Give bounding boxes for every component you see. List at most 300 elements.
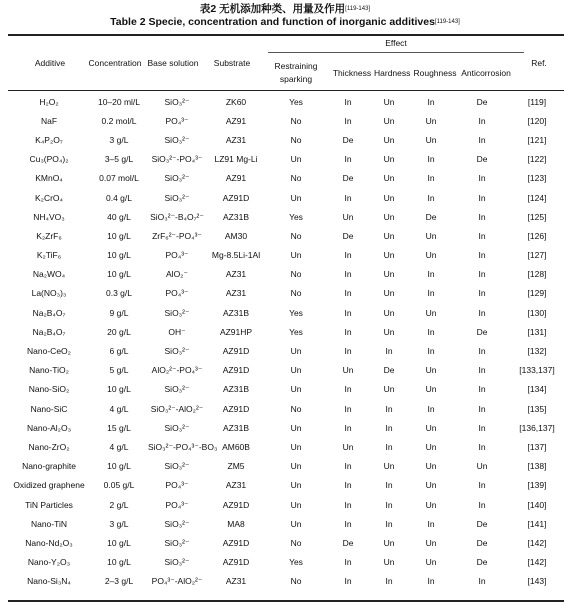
table-row [8, 514, 564, 533]
cell-concentration: 10–20 ml/L [97, 96, 141, 107]
cell-additive: La(NO₃)₃ [31, 288, 67, 299]
table-row [8, 495, 564, 514]
cell-hardness: Un [383, 269, 395, 280]
cell-roughness: Un [425, 441, 437, 452]
cell-hardness: In [385, 480, 393, 491]
cell-base: SiO₃²⁻ [164, 96, 190, 107]
cell-ref: [143] [527, 576, 547, 587]
cell-hardness: In [385, 441, 393, 452]
header-restraining-sparking-line2: sparking [279, 74, 313, 84]
cell-thickness: De [342, 134, 354, 145]
cell-base: SiO₃²⁻ [164, 307, 190, 318]
table-row [8, 246, 564, 265]
cell-anticorrosion: In [478, 307, 486, 318]
table-row [8, 380, 564, 399]
cell-sparking: Yes [289, 326, 303, 337]
cell-additive: Nano-Y₂O₃ [27, 557, 71, 568]
table-row [8, 476, 564, 495]
cell-anticorrosion: In [478, 269, 486, 280]
cell-thickness: In [344, 154, 352, 165]
cell-concentration: 0.3 g/L [106, 288, 132, 299]
cell-thickness: Un [342, 441, 354, 452]
cell-hardness: Un [383, 250, 395, 261]
cell-substrate: MA8 [227, 518, 245, 529]
header-restraining-sparking-line1: Restraining [274, 61, 318, 71]
cell-sparking: Un [290, 480, 302, 491]
cell-thickness: In [344, 557, 352, 568]
cell-ref: [120] [527, 115, 547, 126]
cell-sparking: No [290, 403, 302, 414]
cell-substrate: AZ91D [222, 192, 250, 203]
cell-thickness: In [344, 96, 352, 107]
cell-base: PO₄³⁻ [165, 288, 189, 299]
effect-rule [268, 52, 524, 53]
table-row [8, 111, 564, 130]
title-reference-en: [119-143] [434, 19, 460, 25]
cell-thickness: In [344, 461, 352, 472]
cell-concentration: 9 g/L [109, 307, 129, 318]
cell-sparking: Un [290, 365, 302, 376]
cell-ref: [127] [527, 250, 547, 261]
cell-hardness: Un [383, 154, 395, 165]
cell-thickness: In [344, 499, 352, 510]
table-row [8, 130, 564, 149]
table-title-english: Table 2 Specie, concentration and function of inorganic additives[119-143] [110, 16, 460, 28]
cell-ref: [130] [527, 307, 547, 318]
table-row [8, 188, 564, 207]
cell-hardness: Un [383, 134, 395, 145]
cell-hardness: Un [383, 557, 395, 568]
cell-concentration: 2 g/L [109, 499, 129, 510]
cell-concentration: 3–5 g/L [104, 154, 134, 165]
table-row [8, 553, 564, 572]
cell-anticorrosion: De [476, 326, 488, 337]
cell-additive: K₂TiF₆ [36, 250, 62, 261]
cell-roughness: Un [425, 557, 437, 568]
cell-hardness: In [385, 346, 393, 357]
cell-sparking: No [290, 115, 302, 126]
cell-anticorrosion: De [476, 96, 488, 107]
cell-roughness: Un [425, 307, 437, 318]
cell-roughness: In [427, 403, 435, 414]
cell-roughness: In [427, 518, 435, 529]
cell-anticorrosion: Un [476, 461, 488, 472]
cell-roughness: In [427, 154, 435, 165]
cell-anticorrosion: In [478, 403, 486, 414]
cell-thickness: In [344, 115, 352, 126]
title-reference: [119-143] [345, 6, 371, 12]
cell-hardness: In [385, 518, 393, 529]
cell-hardness: Un [383, 288, 395, 299]
cell-substrate: AZ31 [225, 269, 247, 280]
cell-hardness: Un [383, 326, 395, 337]
header-substrate: Substrate [213, 58, 251, 68]
cell-ref: [135] [527, 403, 547, 414]
cell-substrate: ZK60 [225, 96, 247, 107]
table-row [8, 322, 564, 341]
cell-anticorrosion: De [476, 537, 488, 548]
cell-hardness: Un [383, 173, 395, 184]
cell-base: SiO₃²⁻ [164, 134, 190, 145]
cell-thickness: In [344, 480, 352, 491]
cell-ref: [140] [527, 499, 547, 510]
cell-thickness: In [344, 384, 352, 395]
cell-roughness: De [425, 211, 437, 222]
cell-roughness: In [427, 288, 435, 299]
cell-additive: Nano-graphite [22, 461, 76, 472]
cell-concentration: 10 g/L [107, 269, 131, 280]
cell-ref: [142] [527, 537, 547, 548]
cell-sparking: No [290, 269, 302, 280]
cell-additive: Na₂WO₄ [32, 269, 66, 280]
cell-hardness: Un [383, 461, 395, 472]
cell-substrate: AZ31B [223, 422, 249, 433]
cell-ref: [141] [527, 518, 547, 529]
cell-roughness: In [427, 192, 435, 203]
cell-roughness: Un [425, 461, 437, 472]
cell-additive: KMnO₄ [35, 173, 63, 184]
table-row [8, 418, 564, 437]
cell-sparking: No [290, 230, 302, 241]
cell-concentration: 0.05 g/L [103, 480, 135, 491]
cell-hardness: In [385, 576, 393, 587]
cell-base: SiO₃²⁻-PO₄³⁻-BO₃ [148, 441, 218, 452]
table-row [8, 437, 564, 456]
cell-concentration: 3 g/L [109, 518, 129, 529]
cell-additive: Nano-TiN [30, 518, 68, 529]
cell-sparking: No [290, 537, 302, 548]
header-thickness: Thickness [332, 68, 372, 78]
cell-base: SiO₃²⁻ [164, 518, 190, 529]
cell-substrate: AM30 [224, 230, 248, 241]
cell-base: SiO₃²⁻ [164, 422, 190, 433]
table-row [8, 361, 564, 380]
cell-additive: Nano-SiO₂ [28, 384, 70, 395]
cell-anticorrosion: In [478, 134, 486, 145]
cell-substrate: AZ31B [223, 307, 249, 318]
cell-hardness: In [385, 499, 393, 510]
table-row [8, 226, 564, 245]
cell-substrate: AZ91 [225, 115, 247, 126]
cell-ref: [121] [527, 134, 547, 145]
cell-base: AlO₂⁻ [166, 269, 188, 280]
cell-base: SiO₃²⁻ [164, 557, 190, 568]
cell-anticorrosion: In [478, 422, 486, 433]
cell-sparking: Un [290, 192, 302, 203]
cell-roughness: In [427, 346, 435, 357]
cell-thickness: In [344, 269, 352, 280]
cell-roughness: Un [425, 134, 437, 145]
cell-concentration: 10 g/L [107, 461, 131, 472]
cell-anticorrosion: De [476, 557, 488, 568]
cell-roughness: In [427, 326, 435, 337]
cell-anticorrosion: De [476, 518, 488, 529]
cell-anticorrosion: In [478, 230, 486, 241]
cell-substrate: AZ91D [222, 403, 250, 414]
header-roughness: Roughness [413, 68, 457, 78]
cell-roughness: In [427, 576, 435, 587]
cell-sparking: Yes [289, 307, 303, 318]
cell-additive: Nano-Al₂O₃ [26, 422, 72, 433]
cell-hardness: Un [383, 537, 395, 548]
cell-substrate: AZ91D [222, 537, 250, 548]
table-row [8, 533, 564, 552]
cell-anticorrosion: In [478, 115, 486, 126]
cell-thickness: In [344, 192, 352, 203]
header-concentration: Concentration [88, 58, 142, 68]
cell-base: PO₄³⁻ [165, 115, 189, 126]
cell-sparking: No [290, 288, 302, 299]
cell-ref: [134] [527, 384, 547, 395]
cell-roughness: Un [425, 250, 437, 261]
cell-base: PO₄³⁻ [165, 499, 189, 510]
cell-base: PO₄³⁻-AlO₂²⁻ [151, 576, 203, 587]
cell-concentration: 10 g/L [107, 557, 131, 568]
cell-anticorrosion: In [478, 288, 486, 299]
cell-sparking: No [290, 576, 302, 587]
cell-roughness: Un [425, 384, 437, 395]
cell-base: SiO₃²⁻ [164, 537, 190, 548]
data-table [8, 92, 564, 591]
cell-additive: NH₄VO₃ [33, 211, 65, 222]
cell-anticorrosion: In [478, 211, 486, 222]
cell-roughness: In [427, 96, 435, 107]
cell-concentration: 4 g/L [109, 403, 129, 414]
cell-sparking: Yes [289, 211, 303, 222]
table-row [8, 265, 564, 284]
cell-substrate: AZ31B [223, 211, 249, 222]
cell-additive: Na₂B₄O₇ [32, 307, 66, 318]
cell-sparking: Un [290, 499, 302, 510]
cell-ref: [123] [527, 173, 547, 184]
cell-roughness: Un [425, 422, 437, 433]
cell-substrate: Mg-8.5Li-1Al [211, 250, 261, 261]
cell-concentration: 40 g/L [107, 211, 131, 222]
cell-substrate: AZ91HP [219, 326, 253, 337]
cell-hardness: Un [383, 96, 395, 107]
table-row [8, 150, 564, 169]
cell-hardness: Un [383, 307, 395, 318]
top-rule [8, 34, 564, 36]
cell-ref: [139] [527, 480, 547, 491]
cell-additive: K₂ZrF₆ [36, 230, 62, 241]
cell-base: OH⁻ [168, 326, 186, 337]
header-rule [8, 90, 564, 91]
cell-base: PO₄³⁻ [165, 480, 189, 491]
cell-substrate: AZ31 [225, 288, 247, 299]
cell-base: SiO₃²⁻ [164, 346, 190, 357]
cell-additive: Nano-SiC [30, 403, 68, 414]
header-additive: Additive [34, 58, 66, 68]
cell-substrate: AZ31 [225, 134, 247, 145]
cell-substrate: AZ31 [225, 576, 247, 587]
cell-base: AlO₂²⁻-PO₄³⁻ [151, 365, 203, 376]
cell-sparking: Un [290, 154, 302, 165]
cell-substrate: ZM5 [227, 461, 245, 472]
cell-ref: [133,137] [519, 365, 555, 376]
cell-additive: Nano-Si₃N₄ [27, 576, 71, 587]
cell-thickness: In [344, 403, 352, 414]
cell-base: PO₄³⁻ [165, 250, 189, 261]
table-row [8, 457, 564, 476]
header-effect: Effect [385, 38, 407, 48]
cell-additive: Oxidized graphene [13, 480, 85, 491]
cell-additive: K₄P₂O₇ [35, 134, 63, 145]
cell-anticorrosion: In [478, 384, 486, 395]
cell-base: SiO₃²⁻-AlO₂²⁻ [150, 403, 204, 414]
cell-base: ZrF₆²⁻-PO₄³⁻ [152, 230, 202, 241]
cell-hardness: Un [383, 211, 395, 222]
cell-concentration: 0.2 mol/L [101, 115, 137, 126]
cell-anticorrosion: In [478, 499, 486, 510]
cell-thickness: De [342, 230, 354, 241]
cell-concentration: 2–3 g/L [104, 576, 134, 587]
cell-additive: K₂CrO₄ [34, 192, 64, 203]
cell-ref: [126] [527, 230, 547, 241]
cell-concentration: 0.4 g/L [106, 192, 132, 203]
cell-substrate: AZ91D [222, 346, 250, 357]
table-row [8, 284, 564, 303]
cell-roughness: Un [425, 115, 437, 126]
cell-concentration: 10 g/L [107, 250, 131, 261]
cell-thickness: Un [342, 365, 354, 376]
cell-thickness: In [344, 576, 352, 587]
cell-concentration: 6 g/L [109, 346, 129, 357]
cell-sparking: Yes [289, 96, 303, 107]
cell-sparking: Un [290, 422, 302, 433]
cell-ref: [129] [527, 288, 547, 299]
cell-sparking: Un [290, 384, 302, 395]
cell-ref: [128] [527, 269, 547, 280]
cell-anticorrosion: In [478, 192, 486, 203]
table-row [8, 169, 564, 188]
cell-roughness: In [427, 269, 435, 280]
header-ref: Ref. [531, 58, 547, 68]
cell-substrate: AZ91D [222, 365, 250, 376]
cell-concentration: 3 g/L [109, 134, 129, 145]
cell-additive: Nano-Nd₂O₃ [25, 537, 73, 548]
cell-additive: H₂O₂ [39, 96, 59, 107]
cell-anticorrosion: In [478, 480, 486, 491]
cell-thickness: In [344, 326, 352, 337]
cell-thickness: Un [342, 211, 354, 222]
cell-ref: [119] [527, 96, 547, 107]
cell-hardness: Un [383, 230, 395, 241]
cell-sparking: Un [290, 518, 302, 529]
cell-substrate: AZ91 [225, 173, 247, 184]
header-anticorrosion: Anticorrosion [461, 68, 511, 78]
cell-hardness: Un [383, 384, 395, 395]
cell-additive: Cu₃(PO₄)₂ [29, 154, 69, 165]
cell-roughness: Un [425, 537, 437, 548]
cell-thickness: In [344, 518, 352, 529]
cell-additive: Nano-TiO₂ [29, 365, 69, 376]
cell-ref: [122] [527, 154, 547, 165]
cell-anticorrosion: De [476, 154, 488, 165]
cell-substrate: AM60B [222, 441, 250, 452]
cell-ref: [131] [527, 326, 547, 337]
cell-thickness: In [344, 422, 352, 433]
cell-concentration: 10 g/L [107, 537, 131, 548]
cell-sparking: No [290, 134, 302, 145]
cell-thickness: De [342, 173, 354, 184]
cell-thickness: In [344, 250, 352, 261]
cell-thickness: In [344, 288, 352, 299]
cell-ref: [132] [527, 346, 547, 357]
cell-anticorrosion: In [478, 441, 486, 452]
cell-ref: [136,137] [519, 422, 555, 433]
cell-sparking: Un [290, 346, 302, 357]
cell-sparking: Un [290, 441, 302, 452]
cell-ref: [137] [527, 441, 547, 452]
cell-roughness: Un [425, 365, 437, 376]
bottom-rule [8, 600, 564, 602]
cell-hardness: In [385, 403, 393, 414]
cell-base: SiO₃²⁻-B₄O₇²⁻ [150, 211, 204, 222]
cell-thickness: De [342, 537, 354, 548]
cell-substrate: AZ31 [225, 480, 247, 491]
cell-base: SiO₃²⁻ [164, 173, 190, 184]
cell-roughness: Un [425, 230, 437, 241]
cell-roughness: Un [425, 499, 437, 510]
cell-hardness: In [385, 422, 393, 433]
cell-substrate: AZ31B [223, 384, 249, 395]
cell-base: SiO₃²⁻-PO₄³⁻ [151, 154, 203, 165]
cell-sparking: No [290, 173, 302, 184]
cell-sparking: Un [290, 250, 302, 261]
cell-concentration: 10 g/L [107, 230, 131, 241]
cell-sparking: Un [290, 461, 302, 472]
cell-anticorrosion: In [478, 173, 486, 184]
cell-thickness: In [344, 307, 352, 318]
cell-ref: [142] [527, 557, 547, 568]
cell-concentration: 0.07 mol/L [99, 173, 139, 184]
cell-anticorrosion: In [478, 346, 486, 357]
header-hardness: Hardness [374, 68, 411, 78]
cell-anticorrosion: In [478, 576, 486, 587]
table-row [8, 341, 564, 360]
cell-ref: [124] [527, 192, 547, 203]
cell-ref: [138] [527, 461, 547, 472]
cell-concentration: 15 g/L [107, 422, 131, 433]
cell-concentration: 20 g/L [107, 326, 131, 337]
header-base-solution: Base solution [147, 58, 199, 68]
cell-additive: Nano-ZrO₂ [28, 441, 70, 452]
cell-anticorrosion: In [478, 365, 486, 376]
cell-hardness: Un [383, 115, 395, 126]
table-title-chinese: 表2 无机添加种类、用量及作用[119-143] [199, 3, 371, 15]
cell-concentration: 4 g/L [109, 441, 129, 452]
cell-substrate: LZ91 Mg-Li [214, 154, 258, 165]
cell-hardness: Un [383, 192, 395, 203]
table-row [8, 572, 564, 591]
table-row [8, 303, 564, 322]
cell-additive: TiN Particles [25, 499, 73, 510]
cell-sparking: Yes [289, 557, 303, 568]
cell-concentration: 10 g/L [107, 384, 131, 395]
cell-anticorrosion: In [478, 250, 486, 261]
table-row [8, 399, 564, 418]
cell-additive: NaF [40, 115, 58, 126]
cell-additive: Na₂B₄O₇ [32, 326, 66, 337]
cell-substrate: AZ91D [222, 499, 250, 510]
cell-roughness: Un [425, 480, 437, 491]
cell-hardness: De [383, 365, 395, 376]
cell-additive: Nano-CeO₂ [27, 346, 71, 357]
cell-base: SiO₃²⁻ [164, 384, 190, 395]
cell-roughness: In [427, 173, 435, 184]
cell-ref: [125] [527, 211, 547, 222]
